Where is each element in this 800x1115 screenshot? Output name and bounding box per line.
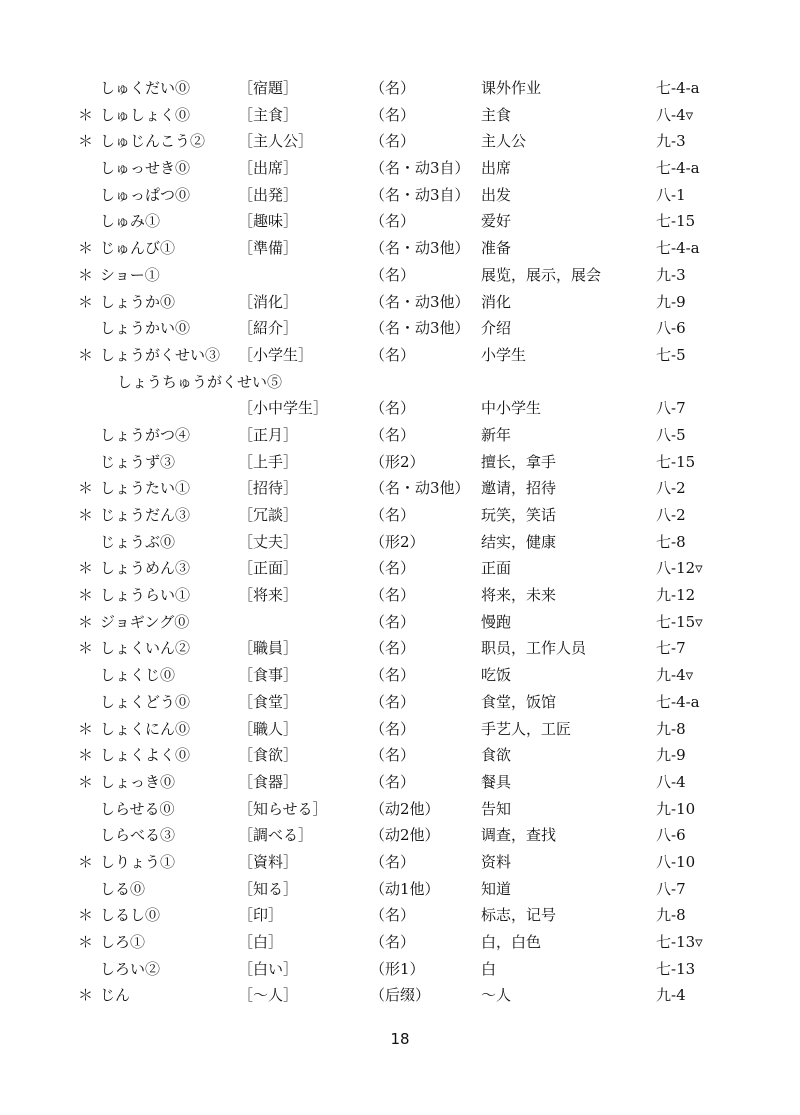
entry-part-of-speech: （名）	[370, 692, 416, 711]
entry-lesson-ref: 八-7	[656, 399, 686, 418]
entry-meaning: 白，白色	[481, 933, 542, 951]
entry-reading: しらべる③	[100, 826, 176, 845]
vocab-entry	[0, 849, 800, 876]
entry-kanji: ［印］	[238, 906, 284, 925]
entry-kanji: ［調べる］	[238, 826, 314, 845]
entry-lesson-ref: 八-10	[656, 852, 696, 871]
entry-kanji: ［主人公］	[238, 132, 314, 151]
vocab-entry	[0, 769, 800, 796]
entry-lesson-ref: 九-4	[656, 986, 686, 1005]
vocab-entry	[0, 822, 800, 849]
entry-reading: しらせる⓪	[100, 799, 175, 818]
entry-kanji: ［将来］	[238, 586, 299, 605]
entry-kanji: ［食器］	[238, 772, 299, 791]
entry-kanji: ［準備］	[238, 239, 299, 258]
vocab-entry	[0, 956, 800, 983]
entry-kanji: ［小学生］	[238, 345, 314, 364]
entry-kanji: ［出発］	[238, 185, 299, 204]
entry-part-of-speech: （形2）	[370, 452, 425, 471]
entry-part-of-speech: （名）	[370, 345, 416, 364]
page-number: 18	[390, 1030, 410, 1048]
entry-meaning: 将来，未来	[481, 586, 557, 605]
entry-reading: しょうかい⓪	[100, 319, 191, 338]
vocab-entry	[0, 155, 800, 182]
entry-reading: しゅじんこう②	[100, 132, 206, 151]
entry-meaning: 白	[481, 959, 497, 978]
vocab-entry	[0, 182, 800, 209]
entry-part-of-speech: （名）	[370, 906, 416, 925]
entry-kanji: ［小中学生］	[238, 399, 329, 418]
vocab-entry	[0, 128, 800, 155]
vocab-entry	[0, 75, 800, 102]
entry-lesson-ref: 九-8	[656, 906, 686, 925]
entry-meaning: 告知	[481, 799, 512, 818]
entry-part-of-speech: （名）	[370, 105, 416, 124]
entry-meaning: 资料	[481, 852, 512, 871]
entry-reading: ジョギング⓪	[100, 612, 190, 631]
entry-part-of-speech: （名）	[370, 719, 416, 738]
entry-kanji: ［職員］	[238, 639, 299, 658]
vocab-entry	[0, 609, 800, 636]
entry-reading: しゅくだい⓪	[100, 79, 191, 97]
entry-star-mark: ＊	[78, 506, 94, 524]
entry-part-of-speech: （名）	[370, 586, 416, 605]
entry-kanji: ［正月］	[238, 425, 299, 444]
entry-meaning: 主食	[481, 105, 512, 124]
entry-lesson-ref: 八-12▿	[656, 559, 703, 578]
entry-part-of-speech: （名）	[370, 666, 416, 685]
entry-lesson-ref: 七-13▿	[656, 933, 703, 951]
entry-meaning: 正面	[481, 559, 512, 578]
entry-reading: しゅっせき⓪	[100, 159, 191, 178]
entry-part-of-speech: （动2他）	[370, 799, 440, 818]
entry-part-of-speech: （名）	[370, 639, 416, 658]
entry-lesson-ref: 八-5	[656, 425, 686, 444]
entry-kanji: ［食欲］	[238, 746, 299, 765]
vocab-entry	[0, 529, 800, 556]
vocab-entry	[0, 742, 800, 769]
entry-part-of-speech: （名）	[370, 612, 416, 631]
entry-part-of-speech: （动1他）	[370, 879, 440, 898]
entry-kanji: ［宿題］	[238, 79, 299, 97]
entry-reading: しろ①	[100, 933, 146, 951]
vocab-entry	[0, 555, 800, 582]
entry-lesson-ref: 七-4-a	[656, 692, 700, 711]
entry-kanji: ［知る］	[238, 879, 299, 898]
vocab-entry	[0, 395, 800, 422]
entry-lesson-ref: 七-4-a	[656, 239, 700, 258]
entry-lesson-ref: 八-4▿	[656, 105, 694, 124]
entry-lesson-ref: 七-4-a	[656, 159, 700, 178]
entry-lesson-ref: 八-7	[656, 879, 686, 898]
entry-reading: しょうか⓪	[100, 292, 176, 311]
entry-lesson-ref: 七-13	[656, 959, 696, 978]
entry-kanji: ［出席］	[238, 159, 299, 178]
entry-reading: しょうらい①	[100, 586, 191, 605]
entry-lesson-ref: 八-6	[656, 826, 686, 845]
entry-kanji: ［丈夫］	[238, 532, 299, 551]
entry-meaning: 邀请，招待	[481, 479, 557, 498]
entry-part-of-speech: （名）	[370, 746, 416, 765]
entry-part-of-speech: （后缀）	[370, 986, 431, 1005]
entry-kanji: ［消化］	[238, 292, 299, 311]
vocab-entry	[0, 582, 800, 609]
entry-part-of-speech: （名・动3他）	[370, 239, 470, 258]
vocab-entry	[0, 289, 800, 316]
entry-lesson-ref: 七-8	[656, 532, 686, 551]
entry-star-mark: ＊	[78, 612, 94, 631]
entry-star-mark: ＊	[78, 906, 94, 925]
entry-lesson-ref: 七-5	[656, 345, 686, 364]
entry-star-mark: ＊	[78, 105, 94, 124]
vocab-entry	[0, 876, 800, 903]
entry-reading: じょうだん③	[100, 506, 191, 524]
entry-kanji: ［冗談］	[238, 506, 299, 524]
entry-star-mark: ＊	[78, 559, 94, 578]
entry-star-mark: ＊	[78, 345, 94, 364]
entry-reading: しょくじ⓪	[100, 666, 176, 685]
entry-kanji: ［白い］	[238, 959, 299, 978]
entry-meaning: 展览，展示，展会	[481, 265, 602, 284]
entry-reading: しょくにん⓪	[100, 719, 191, 738]
entry-meaning: 新年	[481, 425, 512, 444]
entry-lesson-ref: 九-9	[656, 746, 686, 765]
entry-kanji: ［知らせる］	[238, 799, 328, 818]
entry-lesson-ref: 七-15	[656, 212, 696, 231]
entry-star-mark: ＊	[78, 292, 94, 311]
vocab-entry	[0, 662, 800, 689]
entry-kanji: ［紹介］	[238, 319, 299, 338]
entry-kanji: ［上手］	[238, 452, 299, 471]
entry-part-of-speech: （名）	[370, 852, 416, 871]
entry-reading: しろい②	[100, 959, 161, 978]
entry-meaning: 餐具	[481, 772, 512, 791]
entry-meaning: 小学生	[481, 345, 527, 364]
entry-part-of-speech: （名・动3他）	[370, 479, 470, 498]
entry-reading: しゅっぱつ⓪	[100, 185, 191, 204]
entry-lesson-ref: 九-12	[656, 586, 696, 605]
entry-meaning: 知道	[481, 879, 512, 898]
entry-kanji: ［趣味］	[238, 212, 299, 231]
vocab-entry	[0, 982, 800, 1009]
entry-meaning: 食欲	[481, 746, 512, 765]
entry-star-mark: ＊	[78, 746, 94, 765]
entry-star-mark: ＊	[78, 265, 94, 284]
entry-reading: しょくどう⓪	[100, 692, 191, 711]
entry-part-of-speech: （名）	[370, 559, 416, 578]
entry-lesson-ref: 九-9	[656, 292, 686, 311]
entry-reading: しょくよく⓪	[100, 746, 191, 765]
entry-star-mark: ＊	[78, 719, 94, 738]
entry-lesson-ref: 八-6	[656, 319, 686, 338]
entry-meaning: 爱好	[481, 212, 512, 231]
entry-part-of-speech: （动2他）	[370, 826, 440, 845]
entry-part-of-speech: （名）	[370, 212, 416, 231]
entry-meaning: 课外作业	[481, 79, 542, 97]
entry-kanji: ［主食］	[238, 105, 299, 124]
entry-meaning: 手艺人，工匠	[481, 719, 572, 738]
vocab-entry	[0, 315, 800, 342]
entry-reading: じゅんび①	[100, 239, 176, 258]
entry-lesson-ref: 八-4	[656, 772, 686, 791]
entry-star-mark: ＊	[78, 772, 94, 791]
entry-reading: しょっき⓪	[100, 772, 176, 791]
entry-lesson-ref: 八-2	[656, 506, 686, 524]
entry-reading: しょうたい①	[100, 479, 191, 498]
entry-kanji: ［白］	[238, 933, 284, 951]
vocab-entry	[0, 235, 800, 262]
entry-lesson-ref: 七-15	[656, 452, 696, 471]
entry-meaning: 慢跑	[481, 612, 512, 631]
entry-meaning: 准备	[481, 239, 512, 258]
entry-part-of-speech: （名・动3他）	[370, 319, 470, 338]
vocab-entry	[0, 635, 800, 662]
vocab-entry	[0, 796, 800, 823]
entry-meaning: 消化	[481, 292, 512, 311]
entry-part-of-speech: （名）	[370, 265, 416, 284]
entry-star-mark: ＊	[78, 586, 94, 605]
entry-lesson-ref: 九-3	[656, 132, 686, 151]
entry-kanji: ［正面］	[238, 559, 299, 578]
entry-reading: しょくいん②	[100, 639, 191, 658]
entry-lesson-ref: 九-8	[656, 719, 686, 738]
entry-meaning: 出席	[481, 159, 512, 178]
entry-reading: しょうちゅうがくせい⑤	[117, 372, 283, 391]
entry-star-mark: ＊	[78, 479, 94, 498]
entry-part-of-speech: （形2）	[370, 532, 425, 551]
entry-part-of-speech: （名）	[370, 132, 416, 151]
vocab-entry	[0, 262, 800, 289]
entry-kanji: ［資料］	[238, 852, 299, 871]
entry-reading: しゅしょく⓪	[100, 105, 191, 124]
entry-star-mark: ＊	[78, 132, 94, 151]
entry-star-mark: ＊	[78, 852, 94, 871]
entry-reading: じょうぶ⓪	[100, 532, 176, 551]
entry-reading: しる⓪	[100, 879, 146, 898]
entry-reading: しゅみ①	[100, 212, 161, 231]
entry-star-mark: ＊	[78, 933, 94, 951]
entry-meaning: 出发	[481, 185, 512, 204]
vocab-entry	[0, 422, 800, 449]
entry-lesson-ref: 九-3	[656, 265, 686, 284]
entry-meaning: 食堂，饭馆	[481, 692, 557, 711]
entry-part-of-speech: （名・动3自）	[370, 159, 470, 178]
entry-meaning: 标志，记号	[481, 906, 557, 925]
vocab-entry	[0, 716, 800, 743]
entry-part-of-speech: （形1）	[370, 959, 425, 978]
entry-star-mark: ＊	[78, 986, 94, 1005]
entry-reading: ショー①	[100, 265, 160, 284]
entry-meaning: 介绍	[481, 319, 512, 338]
entry-part-of-speech: （名）	[370, 772, 416, 791]
entry-meaning: 吃饭	[481, 666, 512, 685]
entry-kanji: ［職人］	[238, 719, 299, 738]
vocab-entry	[0, 102, 800, 129]
entry-reading: しょうがくせい③	[100, 345, 221, 364]
entry-part-of-speech: （名）	[370, 79, 416, 97]
entry-part-of-speech: （名）	[370, 933, 416, 951]
entry-meaning: 结实，健康	[481, 532, 557, 551]
vocab-entry	[0, 902, 800, 929]
entry-meaning: 中小学生	[481, 399, 542, 418]
entry-part-of-speech: （名）	[370, 399, 416, 418]
vocab-entry	[0, 369, 800, 396]
entry-meaning: 主人公	[481, 132, 527, 151]
entry-kanji: ［食堂］	[238, 692, 299, 711]
entry-lesson-ref: 九-10	[656, 799, 696, 818]
entry-reading: しりょう①	[100, 852, 176, 871]
entry-part-of-speech: （名）	[370, 506, 416, 524]
vocab-entry	[0, 502, 800, 529]
entry-meaning: 调查，查找	[481, 826, 557, 845]
entry-reading: じょうず③	[100, 452, 176, 471]
vocabulary-list	[0, 75, 800, 1009]
vocab-entry	[0, 208, 800, 235]
entry-part-of-speech: （名・动3自）	[370, 185, 470, 204]
entry-part-of-speech: （名）	[370, 425, 416, 444]
entry-meaning: 玩笑，笑话	[481, 506, 557, 524]
entry-meaning: 擅长，拿手	[481, 452, 557, 471]
entry-star-mark: ＊	[78, 639, 94, 658]
vocab-entry	[0, 342, 800, 369]
entry-lesson-ref: 八-2	[656, 479, 686, 498]
entry-kanji: ［食事］	[238, 666, 299, 685]
vocab-entry	[0, 449, 800, 476]
vocab-entry	[0, 689, 800, 716]
entry-lesson-ref: 七-4-a	[656, 79, 700, 97]
entry-reading: しょうがつ④	[100, 425, 191, 444]
entry-meaning: ～人	[481, 986, 512, 1005]
entry-lesson-ref: 八-1	[656, 185, 686, 204]
entry-kanji: ［招待］	[238, 479, 299, 498]
entry-lesson-ref: 九-4▿	[656, 666, 694, 685]
vocab-entry	[0, 475, 800, 502]
entry-star-mark: ＊	[78, 239, 94, 258]
entry-kanji: ［～人］	[238, 986, 299, 1005]
entry-reading: しるし⓪	[100, 906, 161, 925]
entry-part-of-speech: （名・动3他）	[370, 292, 470, 311]
vocab-entry	[0, 929, 800, 956]
entry-reading: じん	[100, 986, 131, 1005]
entry-lesson-ref: 七-15▿	[656, 612, 703, 631]
entry-meaning: 职员，工作人员	[481, 639, 587, 658]
entry-reading: しょうめん③	[100, 559, 191, 578]
entry-lesson-ref: 七-7	[656, 639, 686, 658]
